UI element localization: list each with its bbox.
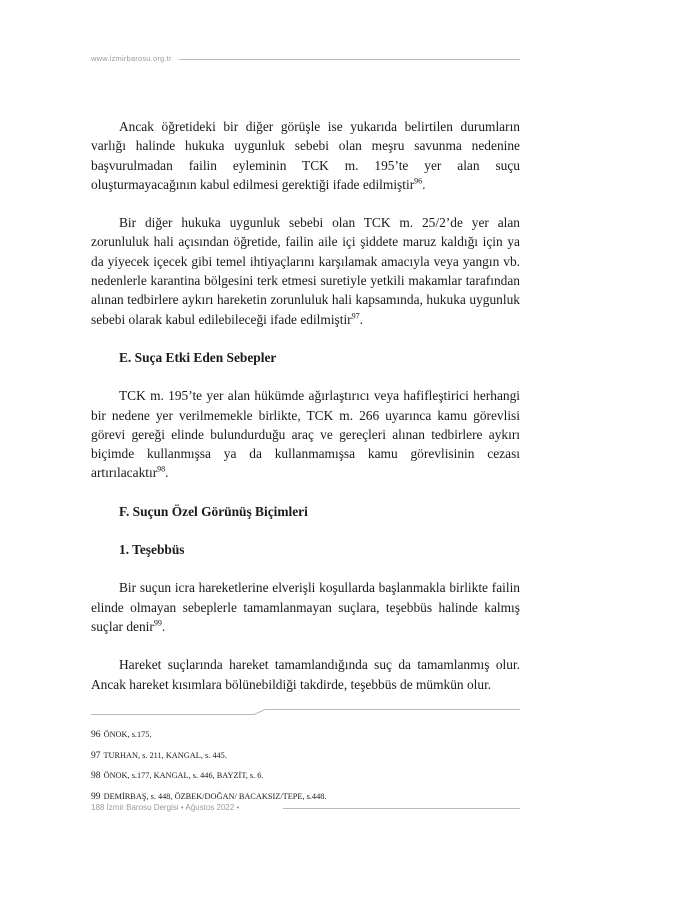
footnote bbox=[91, 746, 520, 767]
paragraph-text: Ancak öğretideki bir diğer görüşle ise yukarıda belirtilen durumların varlığı halinde hukuka uygunluk sebebi olan meşru savunma nedenine başvurulmadan failin eyleminin TCK m. 195’te yer alan suçu oluşturmayacağının kabul edilmesi gerektiği ifade edilmiştir bbox=[91, 119, 520, 192]
footnote-ref-98: 98 bbox=[157, 464, 166, 474]
paragraph-text: Bir diğer hukuka uygunluk sebebi olan TCK m. 25/2’de yer alan zorunluluk hali açısından öğretide, failin aile içi şiddete maruz kaldığı için ya da yiyecek içecek gibi temel ihtiyaçlarını karşılamak amacıyla veya yangın vb. nedenlerle karantina bölgesini terk etmesi suretiyle yetkili makamlar tarafından alınan tedbirlere aykırı hareketin zorunluluk hali kapsamında, hukuka uygunluk sebebi olarak kabul edilebileceği ifade edilmiştir bbox=[91, 215, 520, 327]
footnote-number: 99 bbox=[91, 791, 101, 802]
footnote-ref-96: 96 bbox=[414, 176, 423, 186]
paragraph-end: . bbox=[422, 176, 426, 192]
paragraph-2 bbox=[91, 213, 520, 329]
footer-text: 188 İzmir Barosu Dergisi • Ağustos 2022 • bbox=[91, 803, 240, 812]
paragraph-text: TCK m. 195’te yer alan hükümde ağırlaştırıcı veya hafifleştirici herhangi bir nedene yer verilmemekle birlikte, TCK m. 266 uyarınca kamu görevlisi görevi gereği elinde bulundurduğu araç ve gereçleri alınan tedbirlere aykırı biçimde kullanmışsa ya da kullanmamışsa kamu görevlisinin cezası artırılacaktır bbox=[91, 388, 520, 481]
paragraph-5: Hareket suçlarında hareket tamamlandığında suç da tamamlanmış olur. Ancak hareket kısımlara bölünebildiği takdirde, teşebbüs de mümkün olur. bbox=[91, 657, 520, 692]
paragraph-1 bbox=[91, 117, 520, 194]
header-rule bbox=[179, 59, 520, 60]
page-header bbox=[91, 53, 520, 65]
header-url: www.izmirbarosu.org.tr bbox=[91, 54, 172, 63]
footnote-number: 97 bbox=[91, 750, 101, 761]
footnote-text: TURHAN, s. 211, KANGAL, s. 445. bbox=[103, 750, 227, 760]
footnote-ref-99: 99 bbox=[153, 618, 162, 628]
footnote-text: DEMİRBAŞ, s. 448, ÖZBEK/DOĞAN/ BACAKSIZ/TEPE, s.448. bbox=[103, 791, 327, 801]
footnotes bbox=[91, 725, 520, 807]
footnote-text: ÖNOK, s.175. bbox=[103, 730, 152, 739]
footnote-divider bbox=[91, 708, 520, 718]
subsection-heading-1: 1. Teşebbüs bbox=[119, 542, 185, 558]
paragraph-text: Bir suçun icra hareketlerine elverişli koşullarda başlanmakla birlikte failin elinde olmayan sebeplerle tamamlanmayan suçlara, teşebbüs halinde kalmış suçlar denir bbox=[91, 580, 520, 634]
paragraph-end: . bbox=[161, 618, 166, 634]
footnote bbox=[91, 766, 520, 787]
section-heading-e: E. Suça Etki Eden Sebepler bbox=[119, 349, 277, 365]
footnote-number: 96 bbox=[91, 730, 101, 740]
footer-rule bbox=[283, 808, 520, 809]
paragraph-end: . bbox=[165, 465, 169, 481]
paragraph-end: . bbox=[359, 311, 364, 327]
footnote bbox=[91, 725, 520, 746]
footnote-text: ÖNOK, s.177, KANGAL, s. 446, BAYZİT, s. 6. bbox=[103, 771, 264, 780]
page-footer bbox=[91, 801, 520, 815]
main-text bbox=[91, 117, 520, 694]
paragraph-3 bbox=[91, 386, 520, 482]
footnote-ref-97: 97 bbox=[351, 311, 360, 321]
paragraph-4 bbox=[91, 578, 520, 636]
footnote-number: 98 bbox=[91, 771, 101, 781]
section-heading-f: F. Suçun Özel Görünüş Biçimleri bbox=[119, 503, 308, 519]
